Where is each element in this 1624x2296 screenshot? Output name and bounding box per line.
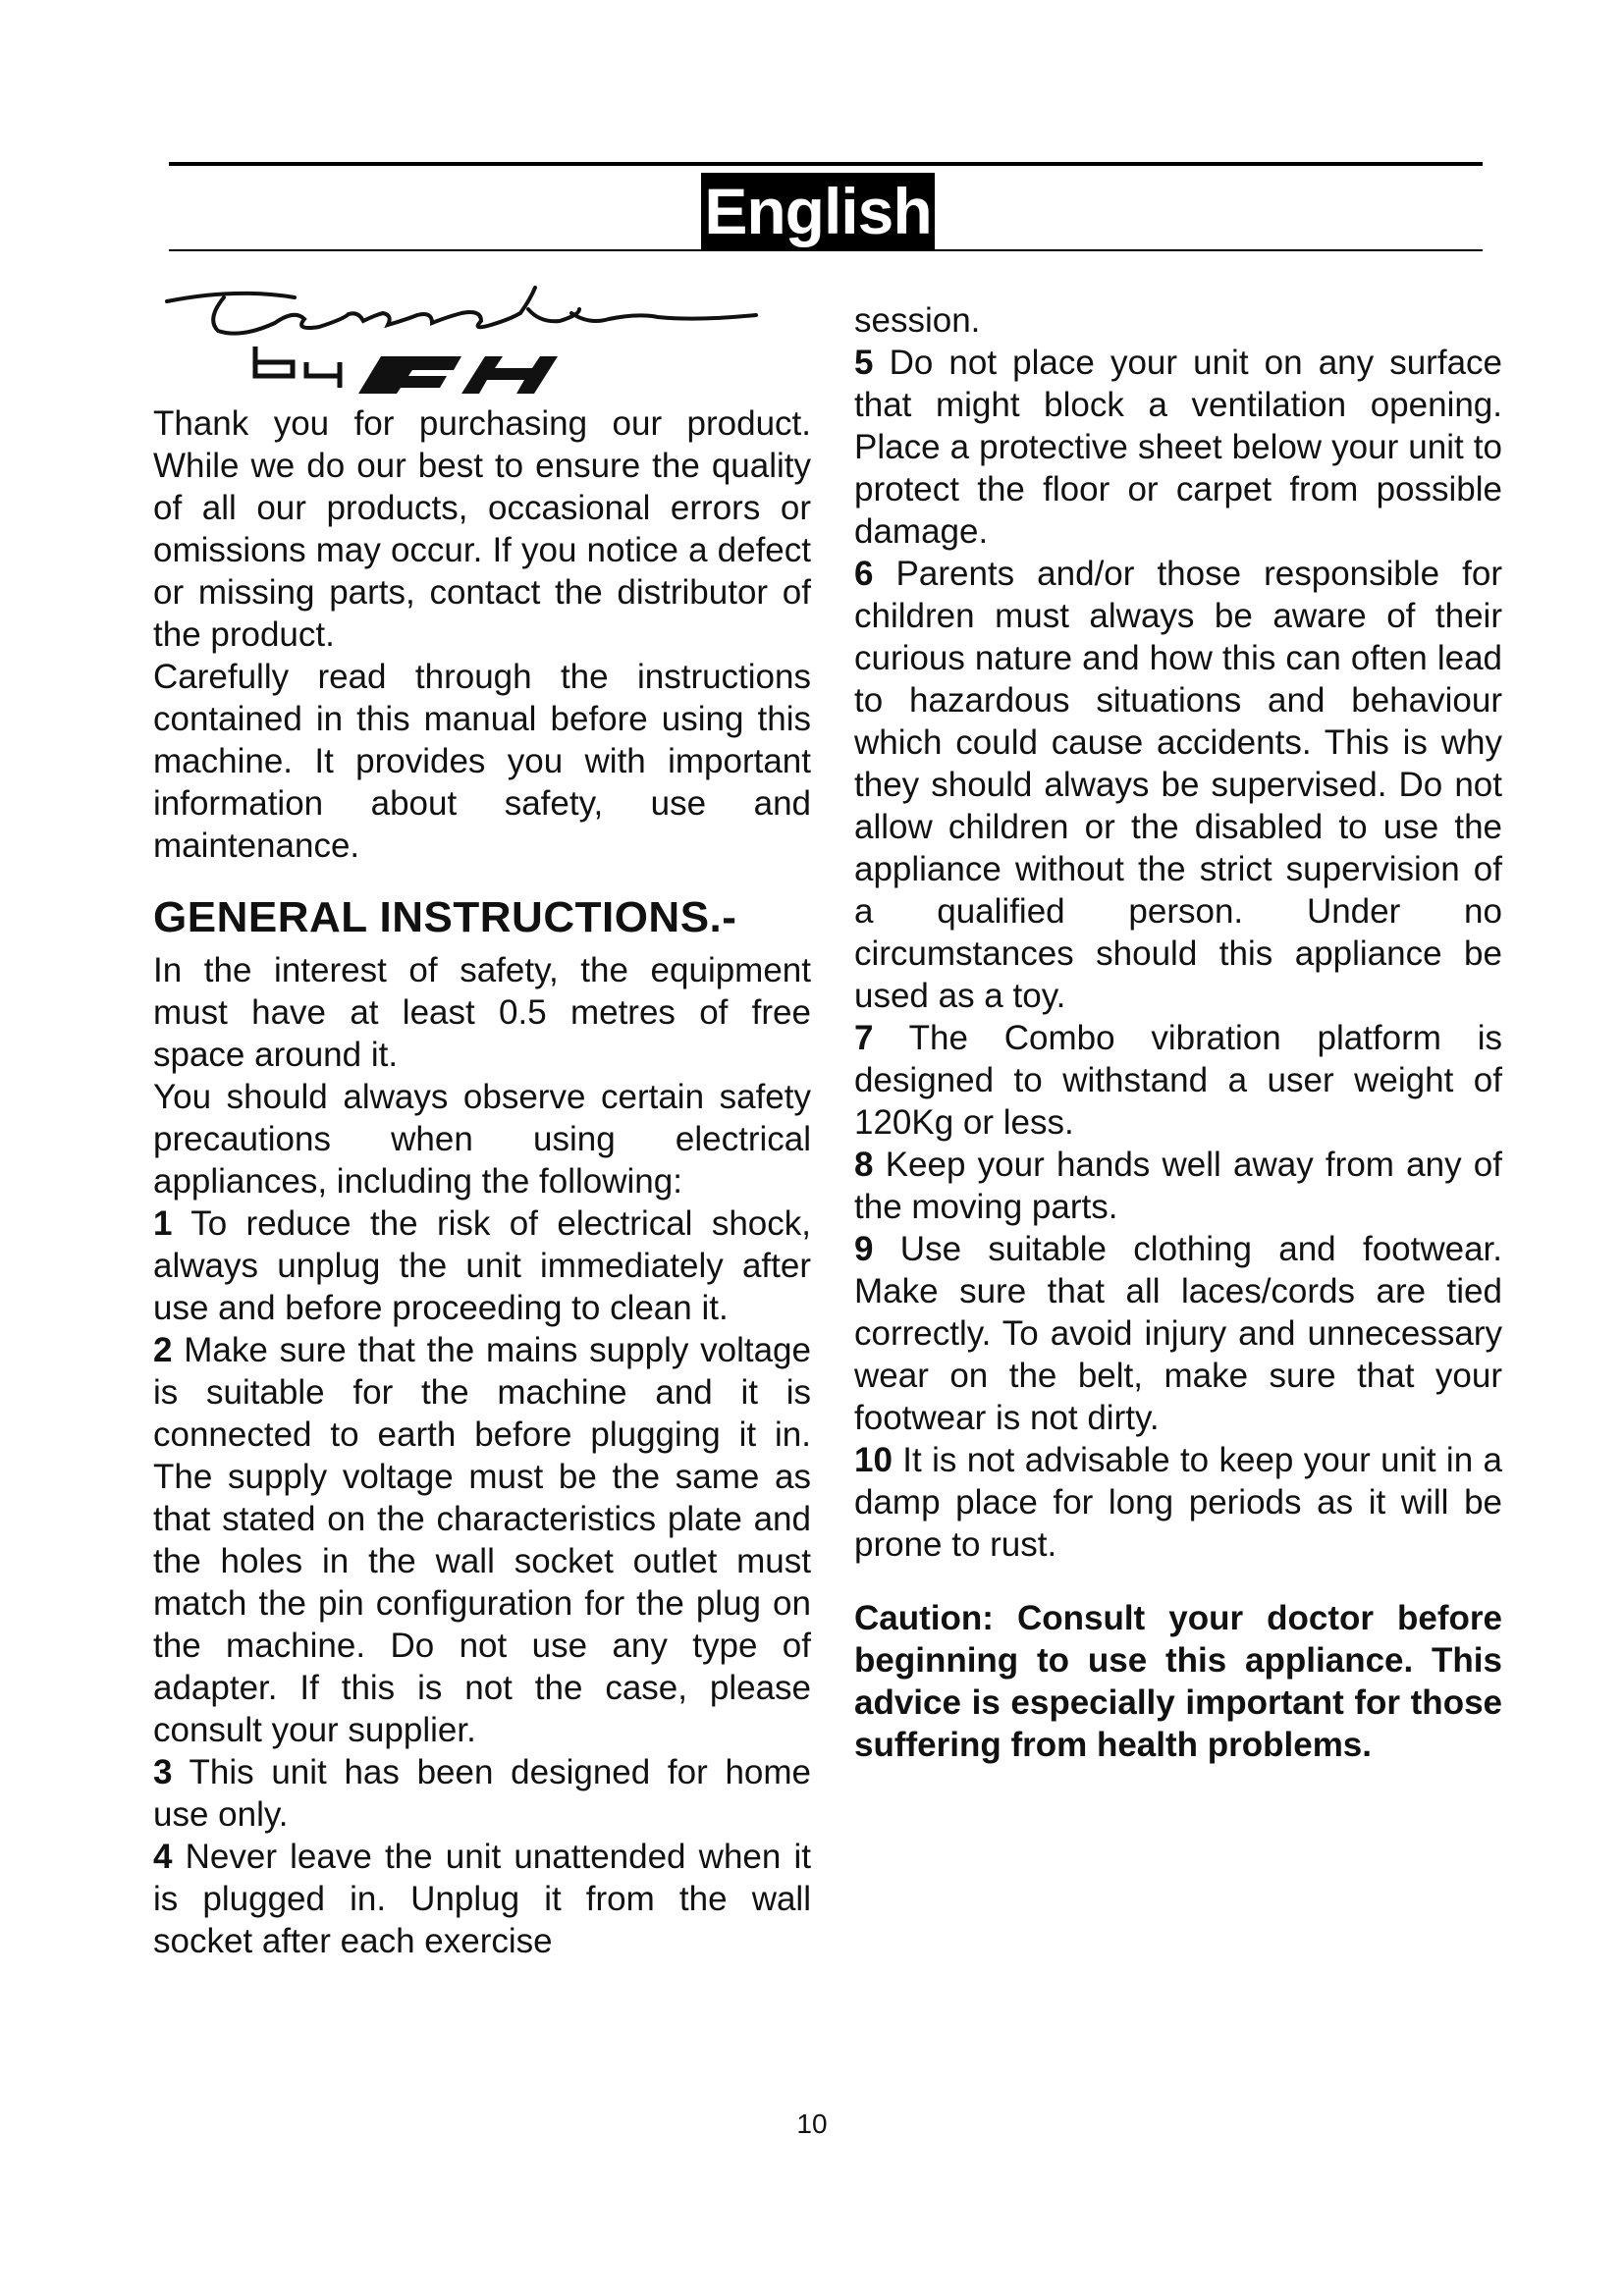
item-text: This unit has been designed for home use only. [153, 1753, 811, 1834]
tecnovita-by-bh-logo [147, 280, 795, 417]
item-number: 10 [854, 1441, 893, 1479]
item-number: 4 [153, 1838, 173, 1876]
item-text: Use suitable clothing and footwear. Make sure that all laces/cords are tied correctly. To avoid injury and unnecessary wear on the belt, make sure that your footwear is not dirty. [854, 1230, 1503, 1437]
caution-notice: Caution: Consult your doctor before beginning to use this appliance. This advice is especially important for those suffering from health problems. [854, 1599, 1502, 1764]
general-paragraph: You should always observe certain safety precautions when using electrical appliances, including the following: [153, 1078, 811, 1201]
item-number: 6 [854, 555, 874, 593]
general-paragraph: In the interest of safety, the equipment must have at least 0.5 metres of free space around it. [153, 951, 811, 1074]
item-number: 9 [854, 1230, 874, 1268]
header-bottom-rule [169, 249, 1483, 251]
instruction-item [854, 1144, 1502, 1228]
item-number: 3 [153, 1753, 173, 1791]
left-column [153, 402, 811, 1962]
item-text: Do not place your unit on any surface that might block a ventilation opening. Place a protective sheet below your unit to protect the floor or carpet from possible damage. [854, 344, 1502, 551]
instruction-item [153, 1836, 811, 1962]
item-number: 1 [153, 1204, 173, 1243]
instruction-item [153, 1751, 811, 1836]
instruction-item [854, 553, 1502, 1017]
item-text: Make sure that the mains supply voltage is suitable for the machine and it is connected to earth before plugging it in. The supply voltage must be the same as that stated on the characteristics plate and the holes in the wall socket outlet must match the pin configuration for the plug on the machine. Do not use any type of adapter. If this is not the case, please consult your supplier. [153, 1331, 811, 1749]
instruction-item [854, 342, 1502, 553]
instruction-item [854, 1017, 1502, 1144]
header-top-rule [169, 162, 1483, 166]
item-continuation: session. [854, 301, 981, 340]
item-text: It is not advisable to keep your unit in a damp place for long periods as it will be prone to rust. [854, 1441, 1502, 1564]
intro-paragraph: Carefully read through the instructions contained in this manual before using this machine. It provides you with important information about safety, use and maintenance. [153, 658, 811, 865]
item-number: 7 [854, 1019, 874, 1057]
item-text: The Combo vibration platform is designed to withstand a user weight of 120Kg or less. [854, 1019, 1502, 1142]
instruction-item [153, 1202, 811, 1329]
instruction-item [854, 1228, 1502, 1439]
item-text: Keep your hands well away from any of the moving parts. [854, 1146, 1502, 1226]
right-column [854, 299, 1502, 1766]
instruction-item [854, 1439, 1502, 1566]
item-text: Parents and/or those responsible for children must always be aware of their curious nature and how this can often lead to hazardous situations and behaviour which could cause accidents. This is why they should always be supervised. Do not allow children or the disabled to use the appliance without the strict supervision of a qualified person. Under no circumstances should this appliance be used as a toy. [854, 555, 1502, 1015]
instruction-item [153, 1329, 811, 1751]
language-tab: English [701, 173, 935, 249]
section-heading: GENERAL INSTRUCTIONS.- [153, 893, 737, 941]
intro-paragraph: Thank you for purchasing our product. While we do our best to ensure the quality of all our products, occasional errors or omissions may occur. If you notice a defect or missing parts, contact the distributor of the product. [153, 404, 811, 654]
item-number: 8 [854, 1146, 874, 1184]
item-text: Never leave the unit unattended when it is plugged in. Unplug it from the wall socket after each exercise [153, 1838, 811, 1960]
item-number: 2 [153, 1331, 173, 1369]
item-number: 5 [854, 344, 874, 382]
item-text: To reduce the risk of electrical shock, always unplug the unit immediately after use and before proceeding to clean it. [153, 1204, 811, 1327]
page-number: 10 [796, 2109, 828, 2139]
